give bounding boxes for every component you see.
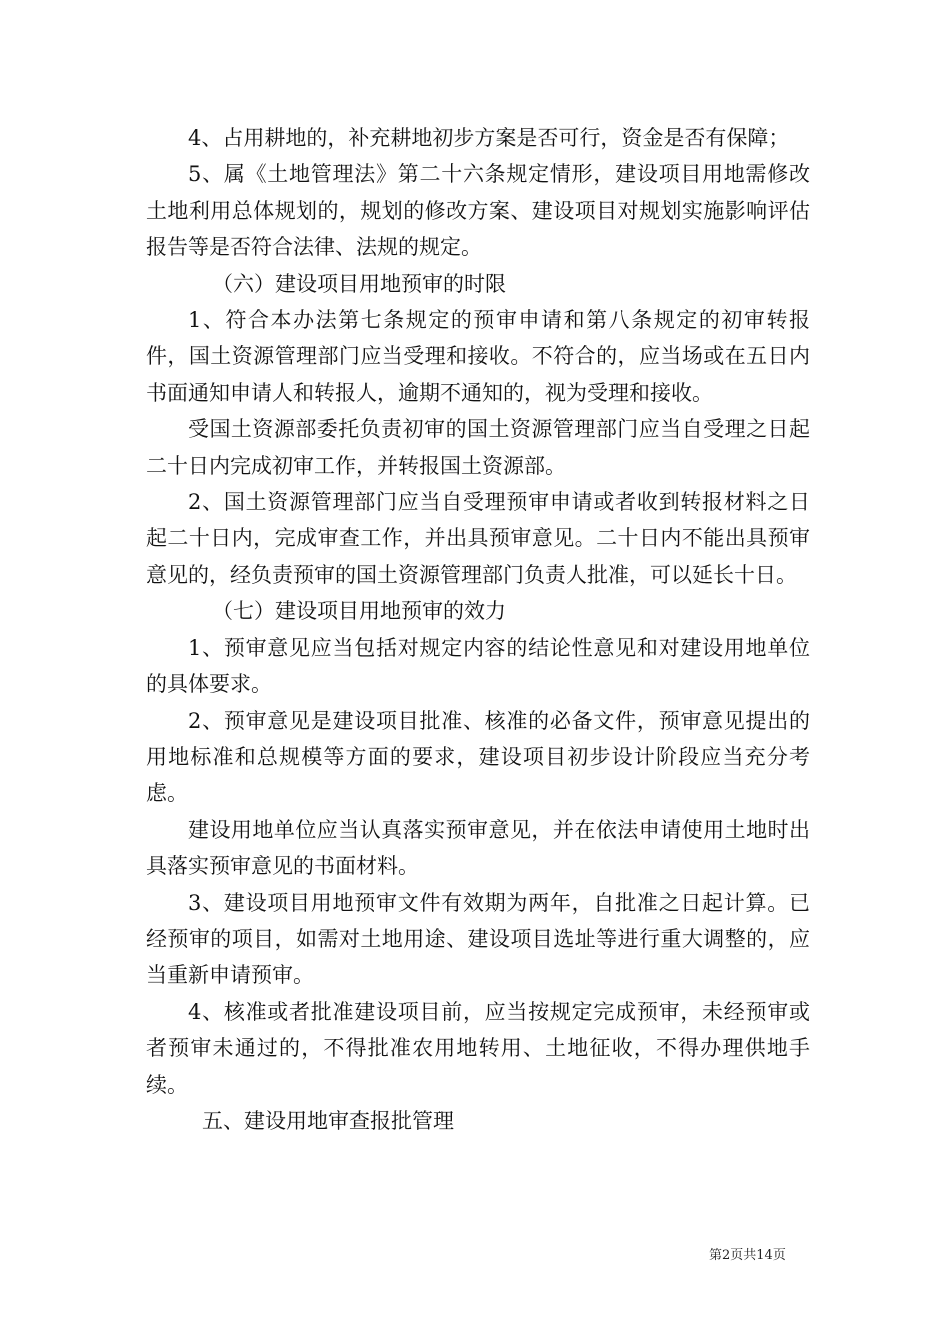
page-number-footer: 第2页共14页: [709, 1248, 786, 1263]
chapter-heading-5: 五、建设用地审查报批管理: [202, 1108, 454, 1133]
paragraph-effect-4: 4、核准或者批准建设项目前，应当按规定完成预审，未经预审或者预审未通过的，不得批准农用地转用、土地征收，不得办理供地手续。: [146, 999, 810, 1097]
paragraph-time-limit-2: 2、国土资源管理部门应当自受理预审申请或者收到转报材料之日起二十日内，完成审查工作，并出具预审意见。二十日内不能出具预审意见的，经负责预审的国土资源管理部门负责人批准，可以延长十日。: [146, 490, 810, 587]
paragraph-effect-3: 3、建设项目用地预审文件有效期为两年，自批准之日起计算。已经预审的项目，如需对土地用途、建设项目选址等进行重大调整的，应当重新申请预审。: [146, 890, 810, 988]
paragraph-item-4: 4、占用耕地的，补充耕地初步方案是否可行，资金是否有保障；: [188, 126, 790, 150]
paragraph-item-5: 5、属《土地管理法》第二十六条规定情形，建设项目用地需修改土地利用总体规划的，规划的修改方案、建设项目对规划实施影响评估报告等是否符合法律、法规的规定。: [146, 162, 810, 260]
section-heading-6: （六）建设项目用地预审的时限: [212, 271, 506, 296]
paragraph-implementation: 建设用地单位应当认真落实预审意见，并在依法申请使用土地时出具落实预审意见的书面材料。: [146, 817, 810, 879]
section-heading-7: （七）建设项目用地预审的效力: [212, 599, 506, 624]
paragraph-time-limit-1: 1、符合本办法第七条规定的预审申请和第八条规定的初审转报件，国土资源管理部门应当受理和接收。不符合的，应当场或在五日内书面通知申请人和转报人，逾期不通知的，视为受理和接收。: [146, 308, 810, 405]
document-body: [146, 120, 810, 1139]
paragraph-effect-2: 2、预审意见是建设项目批准、核准的必备文件，预审意见提出的用地标准和总规模等方面的要求，建设项目初步设计阶段应当充分考虑。: [146, 708, 810, 806]
paragraph-preliminary-review: 受国土资源部委托负责初审的国土资源管理部门应当自受理之日起二十日内完成初审工作，并转报国土资源部。: [146, 417, 810, 478]
paragraph-effect-1: 1、预审意见应当包括对规定内容的结论性意见和对建设用地单位的具体要求。: [146, 635, 810, 697]
